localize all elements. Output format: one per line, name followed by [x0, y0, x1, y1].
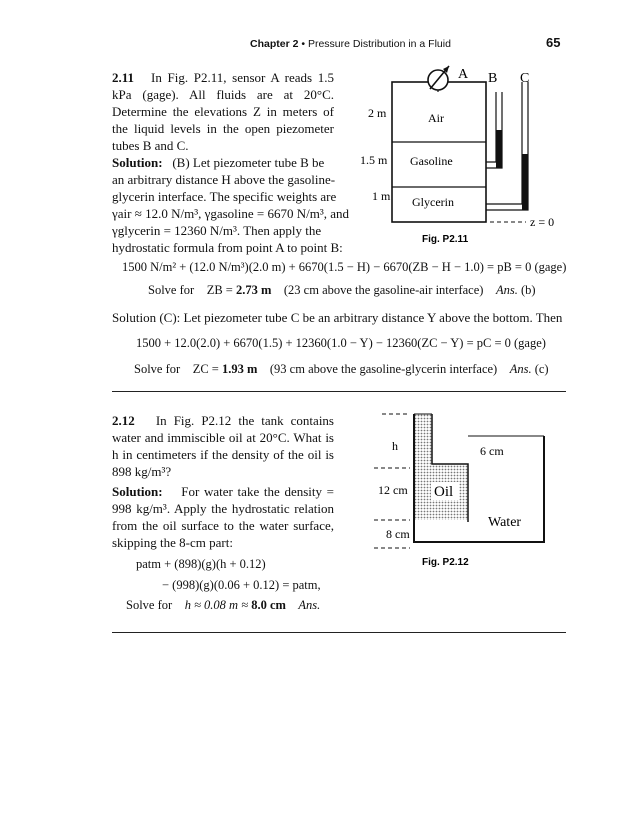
- solution-line: (B) Let piezometer tube B be: [172, 155, 325, 170]
- datum-label: z = 0: [530, 215, 555, 229]
- pressure-gauge-icon: [428, 66, 449, 92]
- problem-text: In Fig. P2.12 the tank contains water and immiscible oil at 20°C. What is h in centimeters if the density of the oil is 898 kg/m³?: [112, 413, 334, 479]
- solution-line: glycerin interface. The specific weights are: [112, 189, 337, 204]
- problem-number: 2.11: [112, 70, 135, 85]
- answer-value: 2.73 m: [235, 283, 272, 297]
- solution-line: hydrostatic formula from point A to point B:: [112, 240, 343, 255]
- solution-text: For water take the density = 998 kg/m³. Apply the hydrostatic relation from the oil surface to the water surface, skipping the 8-cm part:: [112, 484, 334, 550]
- solve-label: Solve for: [148, 283, 195, 297]
- label-12cm: 12 cm: [378, 483, 408, 497]
- figure-p2-12: [360, 402, 560, 572]
- equation-2-12-a: patm + (898)(g)(h + 0.12): [136, 557, 266, 571]
- label-c: C: [520, 71, 530, 86]
- solve-label: Solve for: [134, 362, 181, 376]
- answer-value: 8.0 cm: [251, 598, 286, 612]
- section-divider: [112, 391, 566, 392]
- equation-2-12-b: − (998)(g)(0.06 + 0.12) = patm,: [162, 578, 321, 592]
- ans-label: Ans.: [495, 283, 518, 297]
- section-divider: [112, 632, 566, 633]
- fluid-glycerin: Glycerin: [412, 195, 454, 209]
- label-water: Water: [488, 515, 522, 530]
- label-6cm: 6 cm: [480, 444, 504, 458]
- tube-c-liquid: [522, 154, 528, 210]
- height-gasoline: 1.5 m: [360, 153, 388, 167]
- fluid-gasoline: Gasoline: [410, 154, 453, 168]
- ans-tag: (c): [534, 362, 549, 376]
- ans-tag: (b): [520, 283, 536, 297]
- solution-2-11: [112, 154, 350, 256]
- height-air: 2 m: [368, 106, 387, 120]
- figure-p2-11: [350, 62, 570, 252]
- solution-line: γglycerin = 12360 N/m³. Then apply the: [112, 223, 322, 238]
- problem-2-11: [112, 69, 334, 154]
- equation-b: 1500 N/m² + (12.0 N/m³)(2.0 m) + 6670(1.5 − H) − 6670(ZB − H − 1.0) = pB = 0 (gage): [122, 260, 567, 274]
- figure-caption: Fig. P2.11: [422, 234, 469, 245]
- label-8cm: 8 cm: [386, 527, 410, 541]
- ans-label: Ans.: [298, 598, 321, 612]
- figure-caption: Fig. P2.12: [422, 557, 469, 568]
- label-a: A: [458, 67, 469, 82]
- solve-var: ZB =: [206, 283, 233, 297]
- solve-b-line: [148, 283, 536, 298]
- answer-note: (23 cm above the gasoline-air interface): [283, 283, 484, 297]
- problem-text: In Fig. P2.11, sensor A reads 1.5 kPa (gage). All fluids are at 20°C. Determine the elevations Z in meters of the liquid levels in the open piezometer tubes B and C.: [112, 70, 334, 153]
- solution-label: Solution:: [112, 155, 163, 170]
- height-glycerin: 1 m: [372, 189, 391, 203]
- answer-value: 1.93 m: [221, 362, 258, 376]
- label-b: B: [488, 71, 498, 86]
- ans-label: Ans.: [509, 362, 532, 376]
- solution-2-12: [112, 483, 334, 551]
- tube-b-liquid: [496, 130, 502, 168]
- label-h: h: [392, 439, 398, 453]
- header-title: Pressure Distribution in a Fluid: [307, 38, 451, 50]
- solve-c-line: [134, 362, 549, 377]
- solve-var: ZC =: [192, 362, 219, 376]
- page-number: 65: [546, 35, 561, 50]
- problem-number: 2.12: [112, 413, 135, 428]
- solve-expr: h ≈ 0.08 m ≈: [184, 598, 249, 612]
- chapter-label: Chapter 2: [250, 38, 299, 50]
- oil-region: [414, 414, 468, 520]
- answer-note: (93 cm above the gasoline-glycerin interface): [269, 362, 498, 376]
- solve-2-12-line: [126, 598, 320, 613]
- equation-c: 1500 + 12.0(2.0) + 6670(1.5) + 12360(1.0 − Y) − 12360(ZC − Y) = pC = 0 (gage): [136, 336, 546, 350]
- solution-label: Solution:: [112, 484, 163, 499]
- problem-2-12: [112, 412, 334, 480]
- label-oil: Oil: [434, 484, 454, 500]
- fluid-air: Air: [428, 111, 444, 125]
- solve-label: Solve for: [126, 598, 173, 612]
- piezometer-tube-c: [486, 82, 528, 210]
- solution-line: an arbitrary distance H above the gasoline-: [112, 172, 336, 187]
- header-bullet: •: [301, 38, 306, 50]
- page-header: [250, 38, 451, 50]
- solution-line: γair ≈ 12.0 N/m³, γgasoline = 6670 N/m³, and: [112, 206, 350, 221]
- solution-c-intro: Solution (C): Let piezometer tube C be an arbitrary distance Y above the bottom. Then: [112, 310, 563, 325]
